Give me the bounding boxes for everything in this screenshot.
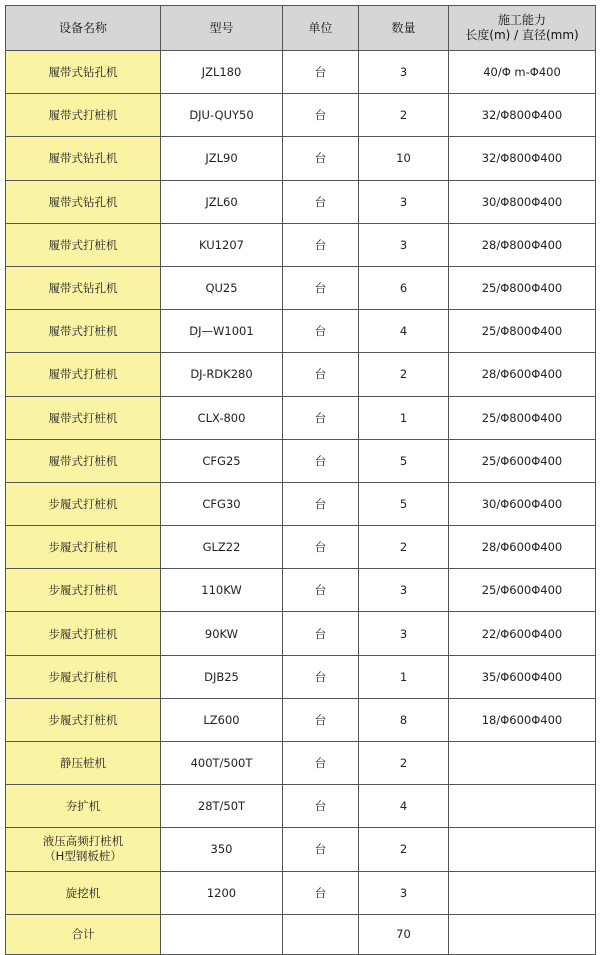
- cell-unit: 台: [283, 482, 359, 525]
- header-qty: 数量: [359, 6, 449, 51]
- cell-capacity: 32/Φ800Φ400: [449, 137, 596, 180]
- cell-capacity: 25/Φ800Φ400: [449, 310, 596, 353]
- cell-unit: 台: [283, 137, 359, 180]
- cell-unit: 台: [283, 180, 359, 223]
- cell-name: [6, 569, 161, 612]
- table-row: [6, 482, 596, 525]
- cell-capacity: 25/Φ800Φ400: [449, 396, 596, 439]
- cell-name-text: 旋挖机: [65, 885, 101, 900]
- cell-qty: 4: [359, 785, 449, 828]
- cell-capacity: [449, 871, 596, 914]
- cell-qty: 2: [359, 353, 449, 396]
- cell-name: [6, 180, 161, 223]
- table-row: [6, 51, 596, 94]
- cell-model: 1200: [161, 871, 283, 914]
- cell-name-subtext: （H型钢板桩）: [44, 849, 122, 864]
- table-row: [6, 223, 596, 266]
- total-label: 合计: [6, 914, 161, 954]
- cell-unit: 台: [283, 439, 359, 482]
- cell-name-text: 液压高频打桩机: [42, 834, 124, 849]
- cell-qty: 1: [359, 396, 449, 439]
- cell-name: [6, 223, 161, 266]
- table-row: [6, 180, 596, 223]
- cell-name-text: 履带式打桩机: [48, 108, 118, 123]
- cell-model: KU1207: [161, 223, 283, 266]
- cell-qty: 3: [359, 569, 449, 612]
- cell-unit: 台: [283, 310, 359, 353]
- cell-model: CLX-800: [161, 396, 283, 439]
- table-row: [6, 266, 596, 309]
- cell-unit: 台: [283, 612, 359, 655]
- cell-name-text: 履带式打桩机: [48, 324, 118, 339]
- cell-qty: 3: [359, 612, 449, 655]
- cell-unit: 台: [283, 828, 359, 871]
- cell-capacity: 40/Φ m-Φ400: [449, 51, 596, 94]
- cell-model: DJ—W1001: [161, 310, 283, 353]
- cell-qty: 5: [359, 482, 449, 525]
- header-capacity: [449, 6, 596, 51]
- cell-model: JZL180: [161, 51, 283, 94]
- cell-capacity: 30/Φ600Φ400: [449, 482, 596, 525]
- cell-unit: 台: [283, 871, 359, 914]
- cell-qty: 3: [359, 180, 449, 223]
- cell-qty: 1: [359, 655, 449, 698]
- total-model: [161, 914, 283, 954]
- cell-name: [6, 439, 161, 482]
- cell-unit: 台: [283, 223, 359, 266]
- cell-capacity: 25/Φ800Φ400: [449, 266, 596, 309]
- cell-capacity: 25/Φ600Φ400: [449, 439, 596, 482]
- table-row: [6, 353, 596, 396]
- cell-qty: 2: [359, 742, 449, 785]
- cell-qty: 3: [359, 871, 449, 914]
- cell-name: [6, 871, 161, 914]
- cell-name: [6, 310, 161, 353]
- total-row: [6, 914, 596, 954]
- header-model: 型号: [161, 6, 283, 51]
- cell-model: LZ600: [161, 698, 283, 741]
- cell-name-text: 履带式打桩机: [48, 410, 118, 425]
- cell-name: [6, 137, 161, 180]
- cell-name-text: 履带式打桩机: [48, 237, 118, 252]
- equipment-table-wrapper: [5, 5, 595, 955]
- cell-unit: 台: [283, 698, 359, 741]
- cell-name: [6, 396, 161, 439]
- cell-name: [6, 51, 161, 94]
- cell-name-text: 步履式打桩机: [48, 712, 118, 727]
- cell-unit: 台: [283, 266, 359, 309]
- total-unit: [283, 914, 359, 954]
- cell-name: [6, 698, 161, 741]
- cell-unit: 台: [283, 742, 359, 785]
- cell-name: [6, 266, 161, 309]
- cell-capacity: 35/Φ600Φ400: [449, 655, 596, 698]
- cell-qty: 8: [359, 698, 449, 741]
- cell-capacity: 28/Φ800Φ400: [449, 223, 596, 266]
- cell-model: 28T/50T: [161, 785, 283, 828]
- cell-unit: 台: [283, 94, 359, 137]
- cell-name-text: 履带式打桩机: [48, 367, 118, 382]
- cell-name: [6, 655, 161, 698]
- cell-capacity: 18/Φ600Φ400: [449, 698, 596, 741]
- cell-qty: 2: [359, 94, 449, 137]
- table-row: [6, 785, 596, 828]
- cell-capacity: 32/Φ800Φ400: [449, 94, 596, 137]
- table-row: [6, 612, 596, 655]
- table-row: [6, 94, 596, 137]
- cell-model: CFG30: [161, 482, 283, 525]
- total-qty: 70: [359, 914, 449, 954]
- cell-name-text: 步履式打桩机: [48, 496, 118, 511]
- cell-unit: 台: [283, 353, 359, 396]
- cell-model: JZL90: [161, 137, 283, 180]
- cell-name: [6, 785, 161, 828]
- cell-name-text: 履带式钻孔机: [48, 194, 118, 209]
- table-row: [6, 871, 596, 914]
- header-row: [6, 6, 596, 51]
- table-row: [6, 439, 596, 482]
- cell-unit: 台: [283, 396, 359, 439]
- cell-model: GLZ22: [161, 526, 283, 569]
- header-capacity-line2: 长度(m) / 直径(mm): [465, 28, 579, 42]
- cell-model: 350: [161, 828, 283, 871]
- cell-name-text: 履带式钻孔机: [48, 151, 118, 166]
- cell-capacity: 30/Φ800Φ400: [449, 180, 596, 223]
- header-name: 设备名称: [6, 6, 161, 51]
- cell-qty: 3: [359, 51, 449, 94]
- cell-unit: 台: [283, 526, 359, 569]
- cell-capacity: 28/Φ600Φ400: [449, 353, 596, 396]
- table-row: [6, 526, 596, 569]
- cell-name-text: 履带式打桩机: [48, 453, 118, 468]
- table-row: [6, 698, 596, 741]
- header-unit: 单位: [283, 6, 359, 51]
- cell-name: [6, 94, 161, 137]
- cell-unit: 台: [283, 785, 359, 828]
- cell-name-text: 履带式钻孔机: [48, 65, 118, 80]
- cell-name: [6, 612, 161, 655]
- cell-qty: 10: [359, 137, 449, 180]
- table-row: [6, 569, 596, 612]
- table-row: [6, 310, 596, 353]
- cell-capacity: [449, 742, 596, 785]
- cell-qty: 2: [359, 828, 449, 871]
- cell-model: 90KW: [161, 612, 283, 655]
- cell-name-text: 步履式打桩机: [48, 669, 118, 684]
- table-row: [6, 742, 596, 785]
- cell-model: DJ-RDK280: [161, 353, 283, 396]
- cell-name: [6, 828, 161, 871]
- cell-qty: 5: [359, 439, 449, 482]
- cell-model: QU25: [161, 266, 283, 309]
- cell-name-text: 静压桩机: [60, 756, 106, 771]
- header-capacity-line1: 施工能力: [497, 13, 546, 27]
- cell-name-text: 步履式打桩机: [48, 540, 118, 555]
- cell-qty: 4: [359, 310, 449, 353]
- table-row: [6, 396, 596, 439]
- cell-capacity: 25/Φ600Φ400: [449, 569, 596, 612]
- cell-model: CFG25: [161, 439, 283, 482]
- cell-model: DJB25: [161, 655, 283, 698]
- cell-qty: 3: [359, 223, 449, 266]
- table-body: [6, 51, 596, 915]
- cell-capacity: 28/Φ600Φ400: [449, 526, 596, 569]
- cell-unit: 台: [283, 655, 359, 698]
- cell-model: 110KW: [161, 569, 283, 612]
- cell-name: [6, 526, 161, 569]
- cell-capacity: 22/Φ600Φ400: [449, 612, 596, 655]
- cell-qty: 2: [359, 526, 449, 569]
- cell-name-text: 履带式钻孔机: [48, 281, 118, 296]
- cell-model: JZL60: [161, 180, 283, 223]
- cell-model: DJU-QUY50: [161, 94, 283, 137]
- table-row: [6, 828, 596, 871]
- total-capacity: [449, 914, 596, 954]
- cell-capacity: [449, 828, 596, 871]
- cell-name-text: 夯扩机: [65, 799, 101, 814]
- cell-name: [6, 742, 161, 785]
- cell-unit: 台: [283, 51, 359, 94]
- cell-name: [6, 482, 161, 525]
- cell-name-text: 步履式打桩机: [48, 583, 118, 598]
- cell-name-text: 步履式打桩机: [48, 626, 118, 641]
- cell-unit: 台: [283, 569, 359, 612]
- table-row: [6, 655, 596, 698]
- table-footer: [6, 914, 596, 954]
- cell-model: 400T/500T: [161, 742, 283, 785]
- equipment-table: [5, 5, 596, 955]
- cell-capacity: [449, 785, 596, 828]
- cell-name: [6, 353, 161, 396]
- table-header: [6, 6, 596, 51]
- table-row: [6, 137, 596, 180]
- cell-qty: 6: [359, 266, 449, 309]
